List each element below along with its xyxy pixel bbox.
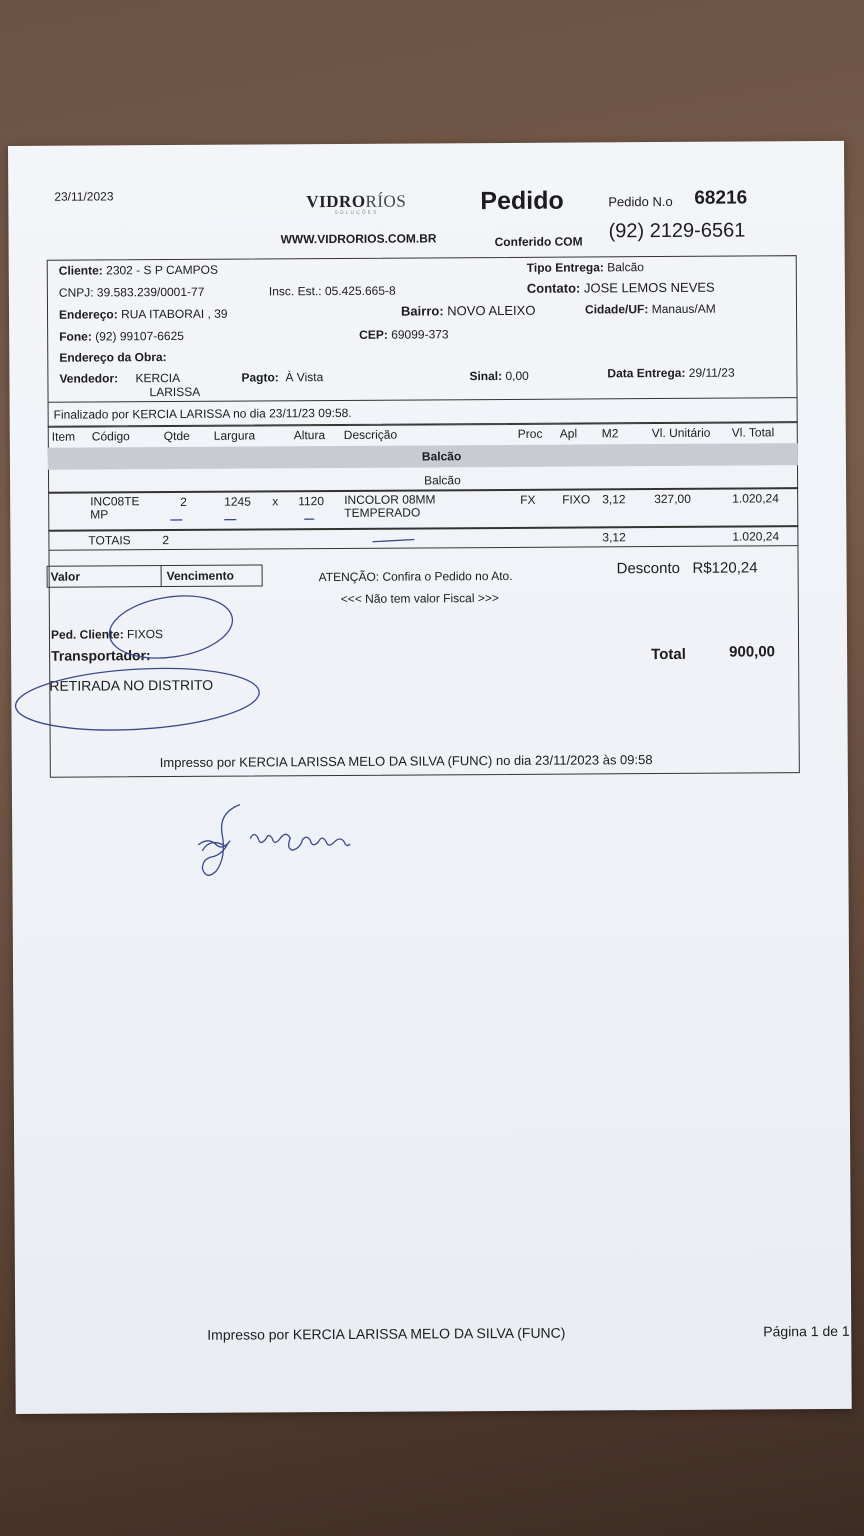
cidade-label: Cidade/UF:	[584, 302, 649, 317]
bairro-label: Bairro:	[400, 303, 444, 319]
row-codigo-line1: INC08TE	[90, 494, 140, 509]
order-document	[8, 141, 852, 1414]
vendedor-line1: KERCIA	[135, 370, 181, 386]
row-descricao-line1: INCOLOR 08MM	[344, 492, 436, 507]
sinal-label: Sinal:	[469, 368, 503, 384]
pedido-number: 68216	[694, 187, 748, 209]
row-qtde: 2	[180, 494, 187, 509]
col-qtde: Qtde	[163, 428, 190, 444]
logo-bold-text: VIDRO	[306, 191, 366, 212]
valor-label: Valor	[50, 569, 81, 584]
tipo-entrega-label: Tipo Entrega:	[526, 260, 604, 275]
row-m2: 3,12	[602, 492, 626, 507]
fone-label: Fone:	[59, 329, 92, 344]
pagto-value: À Vista	[285, 370, 324, 385]
row-proc: FX	[520, 492, 536, 507]
data-entrega-value: 29/11/23	[688, 365, 735, 380]
row-x: x	[272, 494, 279, 509]
page-footer-impresso: Impresso por KERCIA LARISSA MELO DA SILVA (FUNC)	[207, 1324, 566, 1343]
row-largura: 1245	[224, 494, 251, 509]
section-subtitle: Balcão	[424, 473, 461, 488]
row-codigo-line2: MP	[90, 507, 109, 522]
insc-value: 05.425.665-8	[324, 283, 396, 299]
total-label: Total	[651, 645, 686, 664]
col-codigo: Código	[91, 429, 130, 444]
obra-label: Endereço da Obra:	[59, 350, 167, 365]
tipo-entrega-value: Balcão	[607, 260, 644, 275]
sinal-value: 0,00	[505, 368, 529, 383]
row-total: 1.020,24	[732, 491, 779, 506]
col-apl: Apl	[559, 426, 578, 441]
cidade-value: Manaus/AM	[651, 301, 716, 317]
contato-value: JOSE LEMOS NEVES	[583, 279, 715, 296]
row-apl: FIXO	[562, 492, 591, 507]
ped-cliente-label: Ped. Cliente:	[50, 627, 124, 642]
atencao-text: ATENÇÃO: Confira o Pedido no Ato.	[318, 568, 513, 585]
ped-cliente-value: FIXOS	[126, 627, 164, 642]
endereco-value: RUA ITABORAI , 39	[121, 306, 228, 322]
col-total: Vl. Total	[731, 425, 775, 440]
col-proc: Proc	[517, 426, 543, 441]
print-date: 23/11/2023	[54, 189, 114, 204]
page-number: Página 1 de 1	[763, 1322, 850, 1340]
underline-mark	[170, 519, 414, 543]
circle-fixos	[105, 588, 236, 665]
contato-label: Contato:	[526, 280, 581, 296]
section-title: Balcão	[421, 449, 462, 464]
pedido-label: Pedido N.o	[608, 193, 673, 210]
data-entrega-label: Data Entrega:	[607, 365, 686, 381]
cep-value: 69099-373	[391, 327, 449, 342]
logo-light-text: RÍOS	[365, 191, 407, 211]
cnpj-value: 39.583.239/0001-77	[96, 284, 205, 300]
finalizado-text: Finalizado por KERCIA LARISSA no dia 23/11/23 09:58.	[53, 405, 352, 422]
website: WWW.VIDRORIOS.COM.BR	[280, 231, 437, 247]
row-descricao-line2: TEMPERADO	[344, 505, 421, 520]
total-value: 900,00	[729, 643, 776, 661]
col-altura: Altura	[293, 428, 326, 443]
fone-value: (92) 99107-6625	[95, 328, 184, 344]
logo-subtitle: SOLUÇÕES	[334, 209, 379, 217]
pagto-label: Pagto:	[241, 370, 279, 385]
bairro-value: NOVO ALEIXO	[447, 302, 536, 319]
fiscal-notice: <<< Não tem valor Fiscal >>>	[340, 591, 499, 606]
totais-qtde: 2	[162, 533, 170, 548]
col-descricao: Descrição	[343, 427, 398, 442]
vencimento-label: Vencimento	[166, 568, 235, 584]
row-unitario: 327,00	[654, 491, 691, 507]
impresso-box-text: Impresso por KERCIA LARISSA MELO DA SILVA (FUNC) no dia 23/11/2023 às 09:58	[159, 752, 653, 771]
cliente-label: Cliente:	[58, 263, 103, 278]
totais-total: 1.020,24	[732, 529, 780, 544]
conferido-label: Conferido COM	[494, 234, 583, 250]
insc-label: Insc. Est.:	[268, 284, 322, 299]
desconto-label: Desconto	[616, 559, 681, 578]
endereco-label: Endereço:	[58, 307, 118, 322]
circle-retirada	[14, 662, 261, 736]
col-largura: Largura	[213, 428, 256, 443]
col-unitario: Vl. Unitário	[651, 425, 711, 441]
handwritten-marks	[8, 141, 852, 1414]
company-phone: (92) 2129-6561	[608, 219, 746, 243]
totais-label: TOTAIS	[88, 533, 131, 548]
transportador-label: Transportador:	[51, 647, 151, 664]
totais-m2: 3,12	[602, 530, 626, 545]
col-item: Item	[51, 429, 76, 444]
page-title: Pedido	[480, 186, 564, 216]
col-m2: M2	[601, 426, 619, 441]
cnpj-label: CNPJ:	[58, 285, 94, 300]
vendedor-line2: LARISSA	[149, 384, 201, 400]
row-altura: 1120	[298, 494, 325, 509]
cliente-value: 2302 - S P CAMPOS	[106, 262, 218, 278]
vendedor-label: Vendedor:	[59, 371, 119, 386]
signature	[198, 804, 350, 875]
desconto-value: R$120,24	[692, 559, 758, 577]
retirada-text: RETIRADA NO DISTRITO	[49, 676, 214, 694]
cep-label: CEP:	[359, 327, 388, 342]
